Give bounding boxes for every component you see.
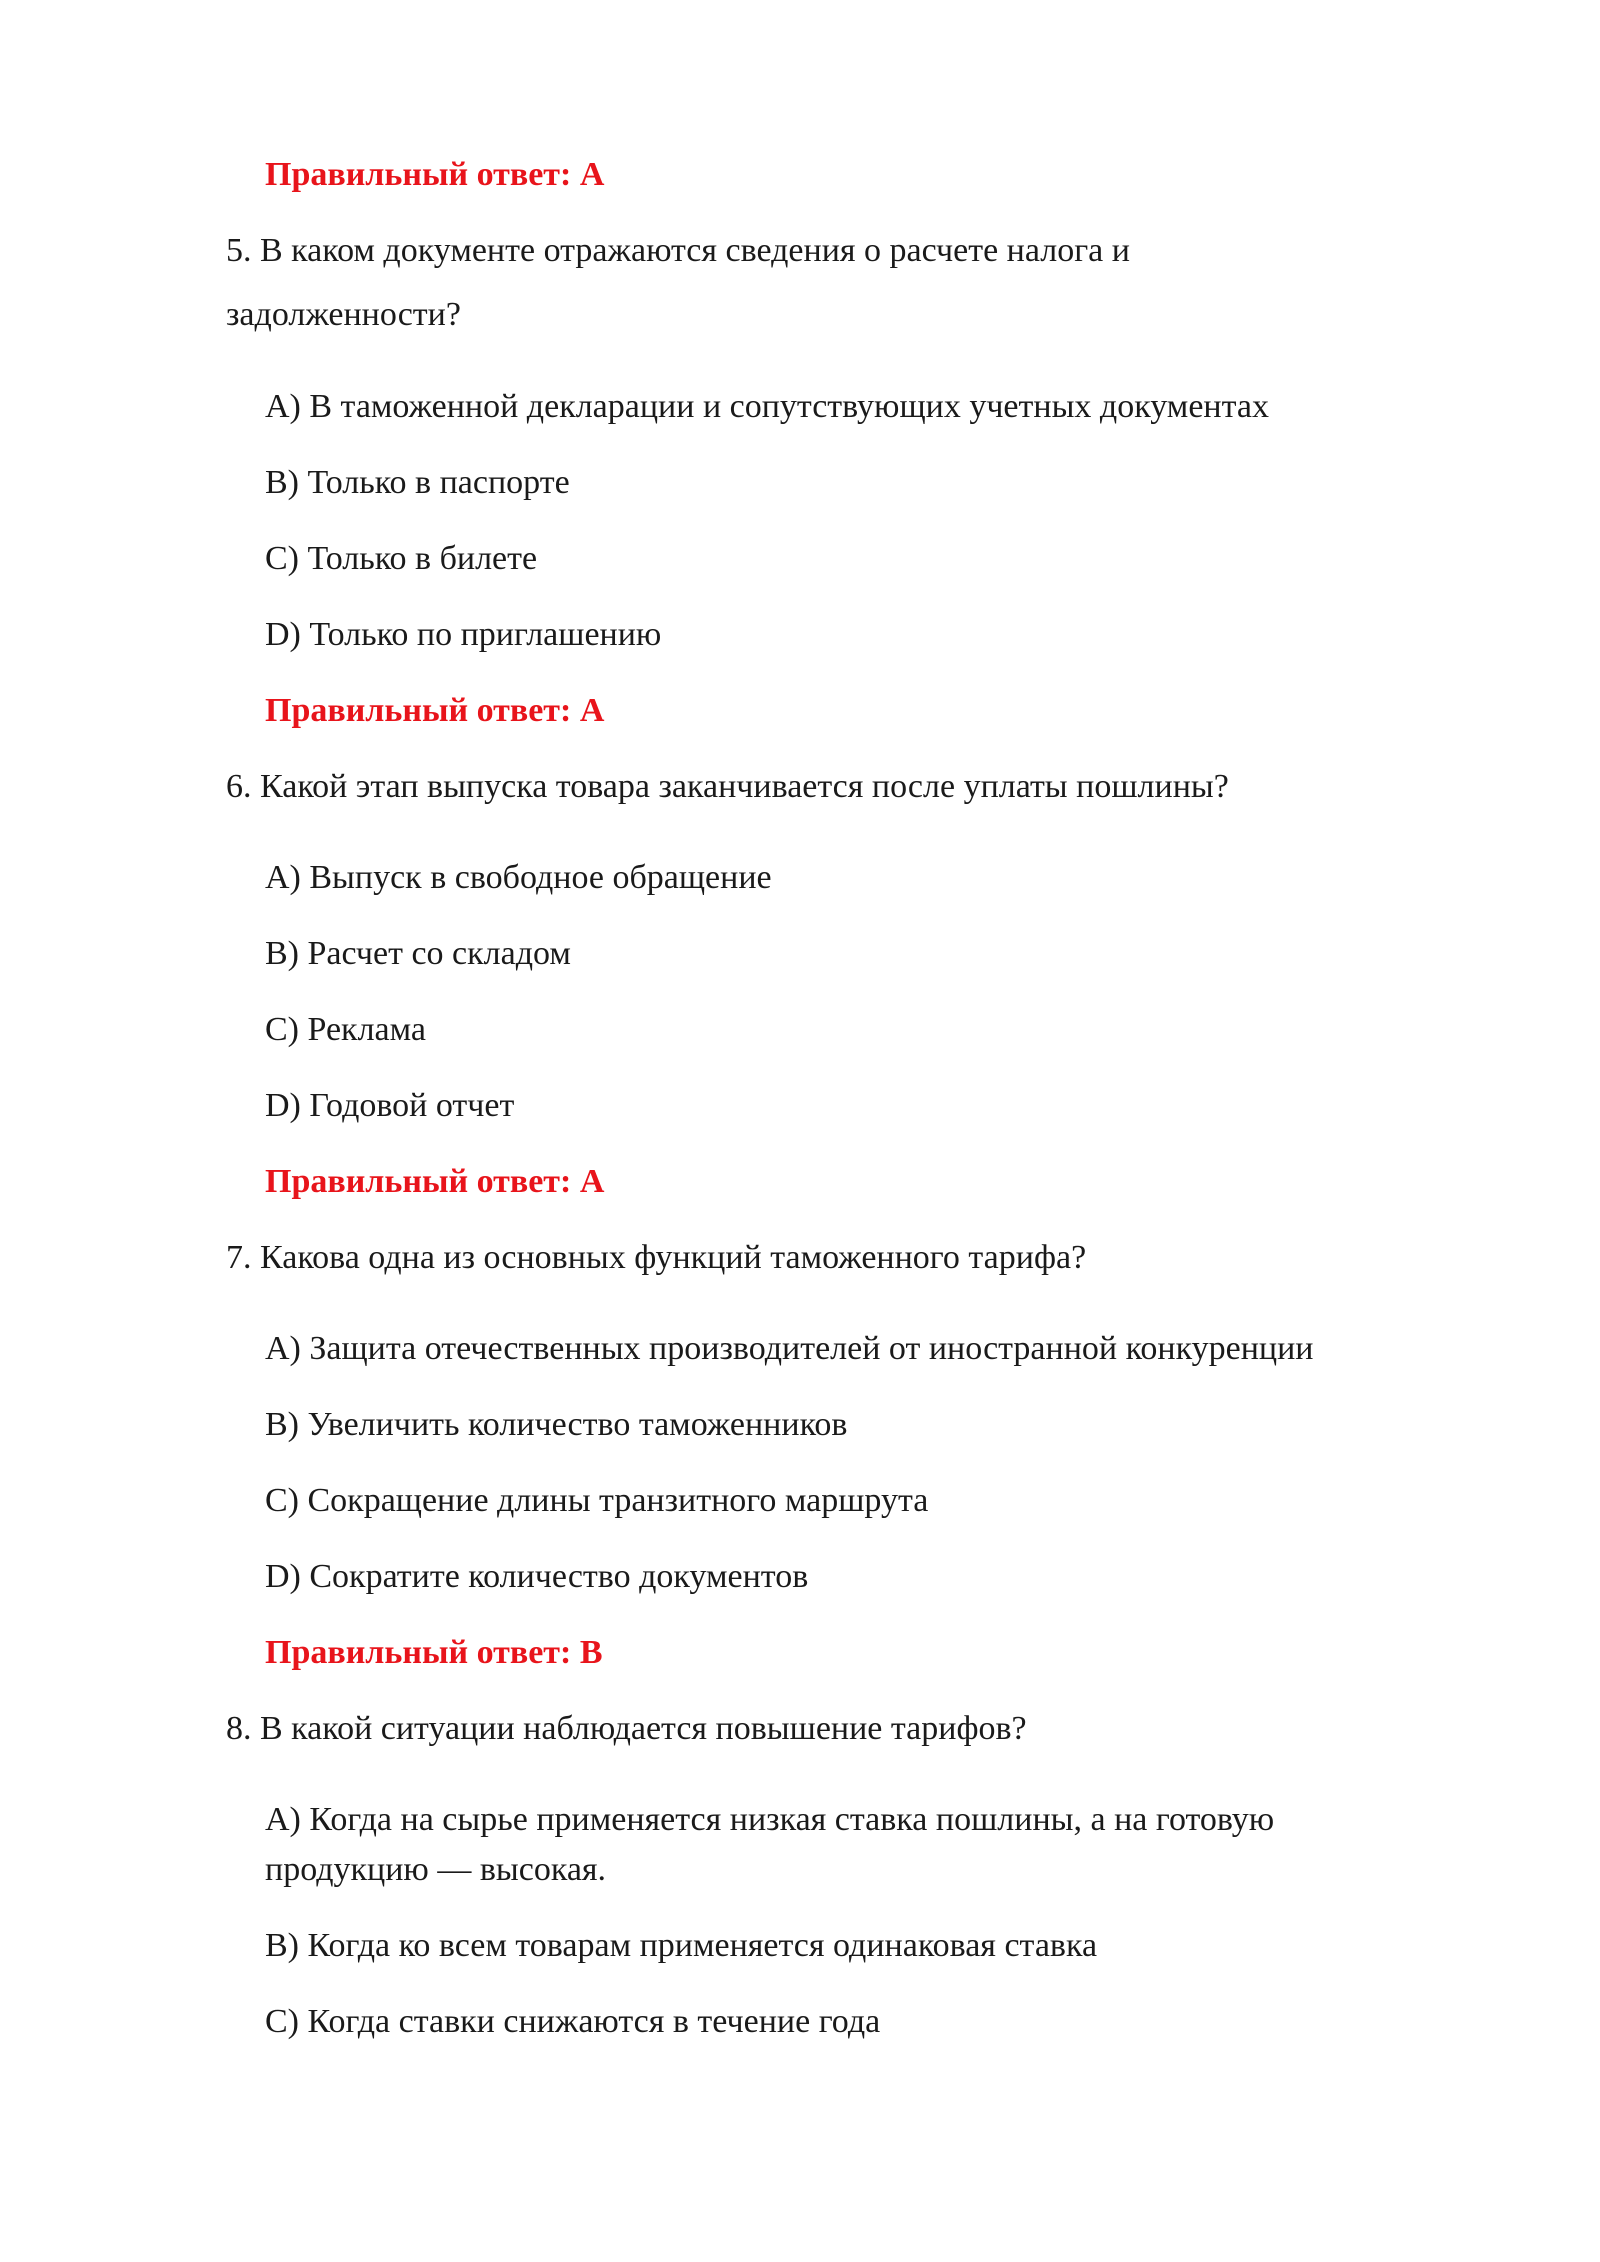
answer-option: C) Реклама: [265, 1011, 427, 1048]
correct-answer: Правильный ответ: A: [265, 1163, 605, 1200]
question-text: 5. В каком документе отражаются сведения о расчете налога и: [226, 232, 1130, 269]
correct-answer: Правильный ответ: A: [265, 692, 605, 729]
answer-option: C) Только в билете: [265, 540, 538, 577]
correct-answer: Правильный ответ: B: [265, 1634, 603, 1671]
answer-option: A) Когда на сырье применяется низкая ставка пошлины, а на готовую: [265, 1801, 1275, 1838]
answer-option: C) Когда ставки снижаются в течение года: [265, 2003, 881, 2040]
answer-option-continued: продукцию — высокая.: [265, 1851, 607, 1888]
answer-option: B) Только в паспорте: [265, 464, 570, 501]
answer-option: D) Только по приглашению: [265, 616, 662, 653]
question-text: 8. В какой ситуации наблюдается повышение тарифов?: [226, 1710, 1027, 1747]
answer-option: D) Годовой отчет: [265, 1087, 515, 1124]
answer-option: A) Защита отечественных производителей от иностранной конкуренции: [265, 1330, 1314, 1367]
answer-option: B) Когда ко всем товарам применяется одинаковая ставка: [265, 1927, 1098, 1964]
correct-answer: Правильный ответ: A: [265, 156, 605, 193]
answer-option: B) Расчет со складом: [265, 935, 571, 972]
answer-option: C) Сокращение длины транзитного маршрута: [265, 1482, 929, 1519]
question-text: 6. Какой этап выпуска товара заканчивается после уплаты пошлины?: [226, 768, 1229, 805]
answer-option: A) В таможенной декларации и сопутствующих учетных документах: [265, 388, 1269, 425]
question-text-continued: задолженности?: [226, 296, 461, 333]
answer-option: B) Увеличить количество таможенников: [265, 1406, 848, 1443]
answer-option: A) Выпуск в свободное обращение: [265, 859, 772, 896]
question-text: 7. Какова одна из основных функций таможенного тарифа?: [226, 1239, 1087, 1276]
answer-option: D) Сократите количество документов: [265, 1558, 809, 1595]
